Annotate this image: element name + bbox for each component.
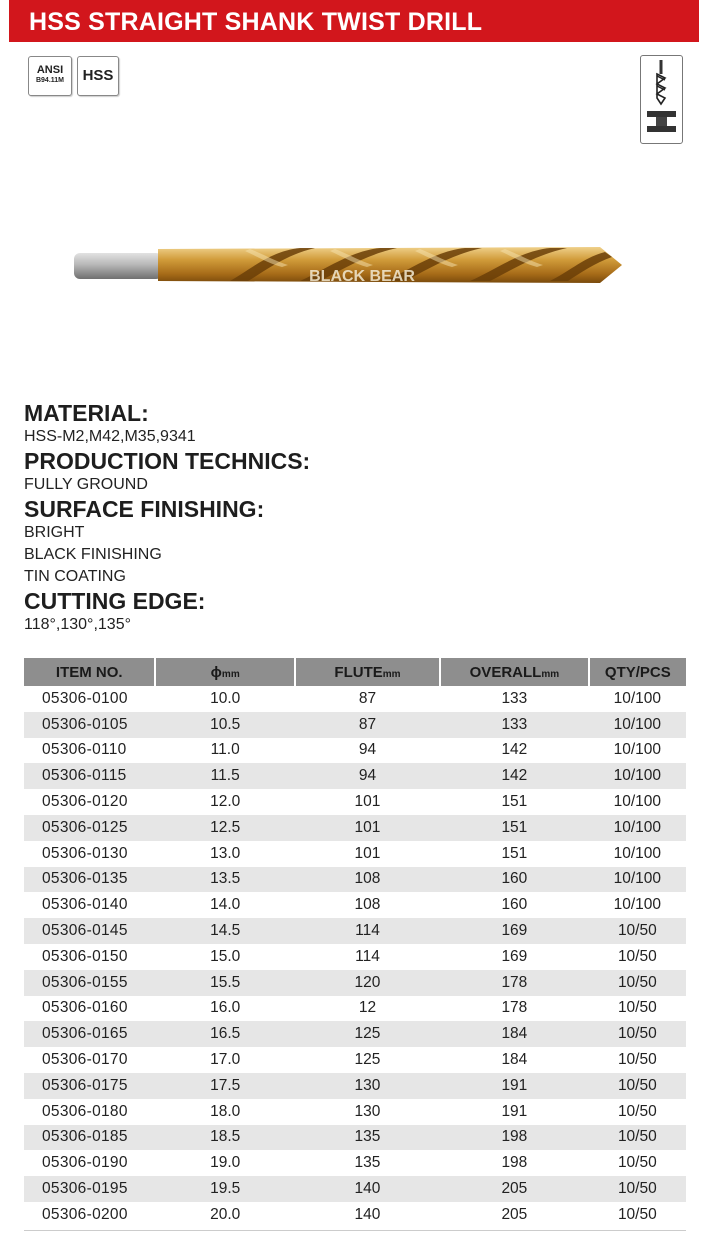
flute-cell: 125: [354, 1051, 381, 1069]
diameter-cell: 18.5: [155, 1125, 294, 1151]
spec-value: BLACK FINISHING: [24, 546, 162, 563]
table-row: [24, 1176, 686, 1202]
title-bar: [9, 0, 699, 42]
table-row: [24, 763, 686, 789]
overall-cell: 205: [501, 1205, 528, 1223]
diameter-cell: 12.5: [155, 815, 294, 841]
table-row: [24, 867, 686, 893]
ansi-badge-label: ANSI: [36, 64, 64, 76]
qty-cell: 10/100: [613, 844, 662, 862]
item-no-cell: 05306-0170: [42, 1051, 128, 1069]
diameter-cell: 10.5: [155, 712, 294, 738]
overall-cell: 142: [501, 741, 528, 759]
diameter-cell: 17.5: [155, 1073, 294, 1099]
table-header-row: [24, 658, 686, 686]
overall-cell: 178: [440, 970, 589, 996]
item-no-cell: 05306-0165: [24, 1021, 155, 1047]
qty-cell: 10/50: [589, 1176, 686, 1202]
item-no-cell: 05306-0185: [24, 1125, 155, 1151]
flute-cell: 101: [295, 815, 440, 841]
column-header-label: OVERALL: [469, 663, 542, 681]
qty-cell: 10/50: [617, 947, 657, 965]
overall-cell: 133: [501, 689, 528, 707]
spec-heading: CUTTING EDGE:: [24, 588, 206, 614]
flute-cell: 120: [295, 970, 440, 996]
table-row: [24, 815, 686, 841]
table-row: [24, 1099, 686, 1125]
ansi-standard-badge: [28, 56, 72, 96]
overall-cell: 169: [440, 918, 589, 944]
flute-cell: 140: [354, 1205, 381, 1223]
diameter-cell: 13.5: [155, 867, 294, 893]
qty-cell: 10/100: [589, 763, 686, 789]
drill-product-image: [60, 215, 640, 315]
diameter-cell: 11.5: [155, 763, 294, 789]
overall-cell: 142: [440, 763, 589, 789]
table-row: [24, 918, 686, 944]
overall-cell: 198: [440, 1125, 589, 1151]
overall-cell: 178: [501, 999, 528, 1017]
item-no-cell: 05306-0115: [24, 763, 155, 789]
spec-block: [24, 401, 684, 448]
qty-cell: 10/50: [589, 1073, 686, 1099]
size-table: [24, 658, 686, 1228]
table-row: [24, 1021, 686, 1047]
item-no-cell: 05306-0125: [24, 815, 155, 841]
overall-cell: 184: [440, 1021, 589, 1047]
diameter-cell: 18.0: [210, 1102, 241, 1120]
flute-cell: 87: [358, 689, 377, 707]
spec-value: 118°,130°,135°: [24, 616, 131, 633]
column-header: [24, 658, 155, 686]
flute-cell: 94: [358, 741, 377, 759]
flute-cell: 101: [354, 793, 381, 811]
table-row: [24, 1047, 686, 1073]
column-header: [440, 658, 589, 686]
diameter-cell: 14.5: [155, 918, 294, 944]
item-no-cell: 05306-0100: [42, 689, 128, 707]
item-no-cell: 05306-0200: [42, 1205, 128, 1223]
column-header-unit: mm: [541, 668, 560, 680]
spec-value: FULLY GROUND: [24, 476, 148, 493]
spec-block: [24, 497, 684, 588]
item-no-cell: 05306-0140: [42, 896, 128, 914]
flute-cell: 114: [295, 918, 440, 944]
hss-material-badge: [77, 56, 119, 96]
column-header-label: ITEM NO.: [55, 663, 123, 681]
drilling-metal-icon: [640, 55, 683, 144]
overall-cell: 160: [501, 896, 528, 914]
table-row: [24, 996, 686, 1022]
overall-cell: 169: [501, 947, 528, 965]
item-no-cell: 05306-0160: [42, 999, 128, 1017]
diameter-cell: 17.0: [210, 1051, 241, 1069]
specifications-section: [24, 401, 684, 637]
table-row: [24, 1202, 686, 1228]
diameter-cell: 11.0: [210, 741, 240, 759]
spec-block: [24, 589, 684, 636]
qty-cell: 10/50: [589, 1021, 686, 1047]
item-no-cell: 05306-0195: [24, 1176, 155, 1202]
item-no-cell: 05306-0175: [24, 1073, 155, 1099]
flute-cell: 108: [354, 896, 381, 914]
table-row: [24, 1125, 686, 1151]
flute-cell: 94: [295, 763, 440, 789]
table-row: [24, 1150, 686, 1176]
diameter-cell: 20.0: [210, 1205, 241, 1223]
spec-value: TIN COATING: [24, 568, 126, 585]
flute-cell: 130: [354, 1102, 381, 1120]
flute-cell: 130: [295, 1073, 440, 1099]
diameter-cell: 15.0: [210, 947, 241, 965]
flute-cell: 101: [354, 844, 381, 862]
overall-cell: 133: [440, 712, 589, 738]
overall-cell: 191: [440, 1073, 589, 1099]
table-row: [24, 738, 686, 764]
qty-cell: 10/50: [617, 1051, 657, 1069]
item-no-cell: 05306-0145: [24, 918, 155, 944]
page-title: HSS STRAIGHT SHANK TWIST DRILL: [29, 8, 483, 36]
qty-cell: 10/50: [617, 1102, 657, 1120]
column-header-label: ϕ: [210, 663, 222, 681]
column-header-unit: mm: [382, 668, 401, 680]
spec-heading: MATERIAL:: [24, 400, 149, 426]
column-header-label: FLUTE: [334, 663, 383, 681]
column-header: [295, 658, 440, 686]
qty-cell: 10/50: [617, 999, 657, 1017]
item-no-cell: 05306-0180: [42, 1102, 128, 1120]
qty-cell: 10/50: [589, 918, 686, 944]
table-row: [24, 970, 686, 996]
flute-cell: 135: [354, 1154, 381, 1172]
qty-cell: 10/50: [589, 1125, 686, 1151]
table-row: [24, 944, 686, 970]
qty-cell: 10/100: [613, 793, 662, 811]
spec-block: [24, 449, 684, 496]
column-header: [589, 658, 686, 686]
flute-cell: 135: [295, 1125, 440, 1151]
table-row: [24, 686, 686, 712]
qty-cell: 10/100: [613, 741, 662, 759]
diameter-cell: 12.0: [210, 793, 241, 811]
table-body: [24, 686, 686, 1228]
qty-cell: 10/50: [617, 1154, 657, 1172]
qty-cell: 10/50: [589, 970, 686, 996]
qty-cell: 10/100: [613, 689, 662, 707]
spec-value: HSS-M2,M42,M35,9341: [24, 428, 196, 445]
spec-value: BRIGHT: [24, 524, 85, 541]
drill-brand-text: BLACK BEAR: [309, 268, 415, 285]
qty-cell: 10/100: [589, 815, 686, 841]
table-row: [24, 841, 686, 867]
item-no-cell: 05306-0190: [42, 1154, 128, 1172]
diameter-cell: 14.0: [210, 896, 241, 914]
item-no-cell: 05306-0150: [42, 947, 128, 965]
item-no-cell: 05306-0120: [42, 793, 128, 811]
qty-cell: 10/100: [589, 867, 686, 893]
qty-cell: 10/50: [617, 1205, 657, 1223]
overall-cell: 151: [440, 815, 589, 841]
diameter-cell: 19.5: [155, 1176, 294, 1202]
item-no-cell: 05306-0105: [24, 712, 155, 738]
overall-cell: 184: [501, 1051, 528, 1069]
diameter-cell: 13.0: [210, 844, 241, 862]
diameter-cell: 16.5: [155, 1021, 294, 1047]
diameter-cell: 10.0: [210, 689, 241, 707]
diameter-cell: 16.0: [210, 999, 241, 1017]
table-row: [24, 1073, 686, 1099]
overall-cell: 160: [440, 867, 589, 893]
diameter-cell: 15.5: [155, 970, 294, 996]
column-header: [155, 658, 294, 686]
diameter-cell: 19.0: [210, 1154, 241, 1172]
overall-cell: 205: [440, 1176, 589, 1202]
table-bottom-rule: [24, 1230, 686, 1231]
hss-badge-label: HSS: [82, 67, 114, 84]
table-row: [24, 712, 686, 738]
qty-cell: 10/100: [589, 712, 686, 738]
column-header-label: QTY/PCS: [604, 663, 671, 681]
flute-cell: 125: [295, 1021, 440, 1047]
item-no-cell: 05306-0135: [24, 867, 155, 893]
overall-cell: 198: [501, 1154, 528, 1172]
qty-cell: 10/100: [613, 896, 662, 914]
overall-cell: 151: [501, 844, 528, 862]
item-no-cell: 05306-0155: [24, 970, 155, 996]
flute-cell: 108: [295, 867, 440, 893]
column-header-unit: mm: [221, 668, 240, 680]
item-no-cell: 05306-0130: [42, 844, 128, 862]
table-row: [24, 892, 686, 918]
spec-heading: SURFACE FINISHING:: [24, 496, 265, 522]
flute-cell: 114: [355, 947, 380, 965]
flute-cell: 87: [295, 712, 440, 738]
flute-cell: 12: [358, 999, 377, 1017]
table-row: [24, 789, 686, 815]
overall-cell: 191: [501, 1102, 528, 1120]
spec-heading: PRODUCTION TECHNICS:: [24, 448, 311, 474]
item-no-cell: 05306-0110: [42, 741, 127, 759]
flute-cell: 140: [295, 1176, 440, 1202]
overall-cell: 151: [501, 793, 528, 811]
ansi-badge-code: B94.11M: [35, 77, 65, 84]
